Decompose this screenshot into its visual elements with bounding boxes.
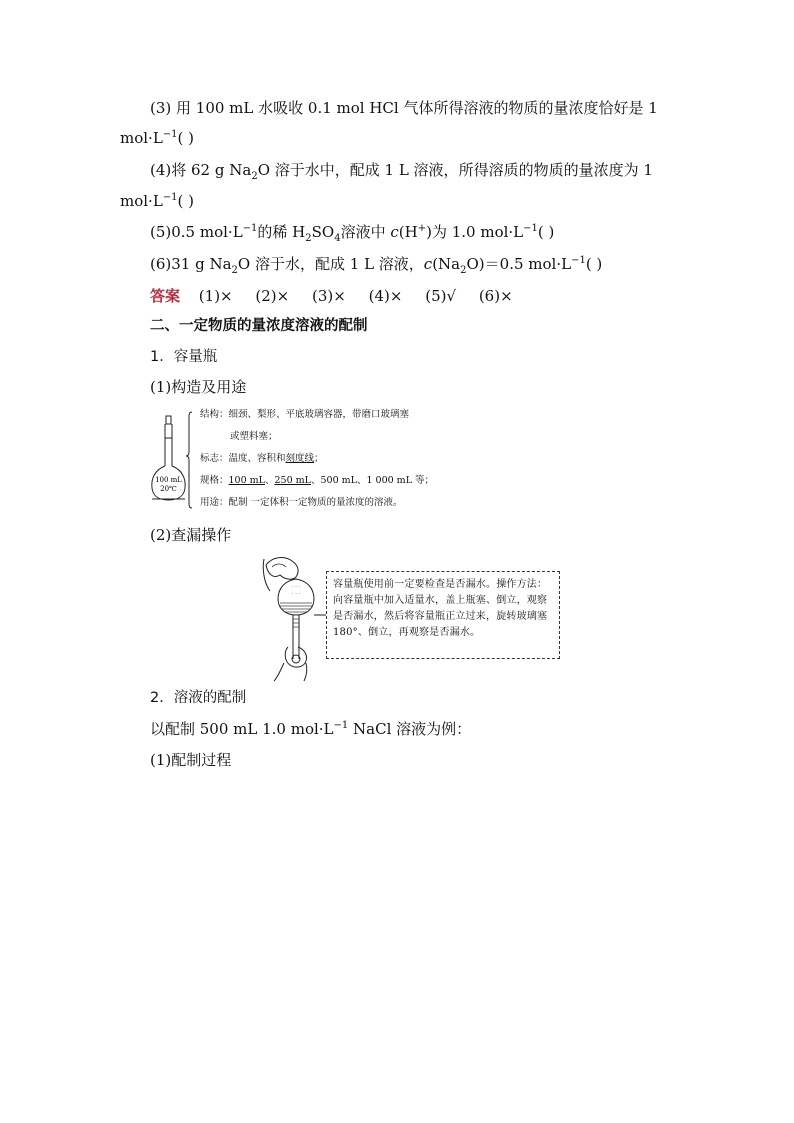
text: 标志：温度、容积和 bbox=[200, 453, 286, 464]
superscript: −1 bbox=[242, 223, 258, 234]
answer-item: (4)× bbox=[368, 287, 403, 305]
text: 的稀 H bbox=[257, 223, 306, 241]
answer-item: (3)× bbox=[312, 287, 346, 305]
text: (Na bbox=[432, 255, 461, 273]
leak-check-note bbox=[326, 571, 560, 659]
text: SO bbox=[311, 223, 335, 241]
text: 、500 mL、1 000 mL 等； bbox=[311, 475, 435, 486]
text: (H bbox=[398, 223, 418, 241]
subsection-1-2: (2)查漏操作 bbox=[150, 526, 232, 544]
subsection-heading bbox=[150, 347, 217, 367]
subsection-2-1: (1)配制过程 bbox=[150, 751, 232, 769]
subscript: 4 bbox=[334, 233, 341, 244]
flask-label-temp: 20℃ bbox=[160, 485, 177, 493]
text: 、 bbox=[265, 475, 275, 486]
variable: c bbox=[390, 223, 399, 241]
subscript: 2 bbox=[251, 171, 258, 182]
answer-blank: ( ) bbox=[177, 129, 195, 147]
question-4-text-rest: O 溶于水中，配成 1 L 溶液，所得溶质的物质的量浓度为 1 bbox=[257, 161, 653, 179]
svg-text:· · ·: · · · bbox=[292, 584, 300, 590]
answer-item: (1)× bbox=[198, 287, 233, 305]
subscript: 2 bbox=[231, 265, 238, 276]
volumetric-flask-figure bbox=[148, 404, 478, 514]
mark-text bbox=[200, 452, 324, 465]
superscript: −1 bbox=[523, 223, 538, 234]
leak-check-figure bbox=[262, 555, 564, 683]
answer-label: 答案 bbox=[150, 287, 181, 305]
text: )为 1.0 mol·L bbox=[426, 223, 524, 241]
question-5 bbox=[150, 222, 554, 242]
underlined-text: 100 mL bbox=[228, 475, 265, 486]
superscript: −1 bbox=[162, 129, 178, 140]
question-3-line1 bbox=[150, 98, 658, 118]
unit-text: mol·L bbox=[120, 192, 163, 210]
text: (5)0.5 mol·L bbox=[150, 223, 243, 241]
underlined-text: 刻度线 bbox=[285, 453, 315, 464]
flask-label-volume: 100 mL bbox=[155, 476, 182, 484]
answer-blank: ( ) bbox=[177, 192, 195, 210]
text: O 溶于水，配成 1 L 溶液， bbox=[237, 255, 424, 273]
text: (6)31 g Na bbox=[150, 255, 232, 273]
answer-line bbox=[150, 286, 531, 306]
subscript: 2 bbox=[305, 233, 312, 244]
variable: c bbox=[423, 255, 433, 273]
question-4-line2 bbox=[120, 191, 194, 211]
svg-text:· · ·: · · · bbox=[292, 591, 300, 597]
text: NaCl 溶液为例： bbox=[348, 720, 472, 738]
text: O)＝0.5 mol·L bbox=[466, 255, 572, 273]
question-3-text: (3) 用 100 mL 水吸收 0.1 mol HCl 气体所得溶液的物质的量浓度恰好是 1 bbox=[150, 99, 658, 117]
subsection-text: 1．容量瓶 bbox=[150, 349, 218, 365]
structure-text-cont: 或塑料塞； bbox=[230, 431, 278, 442]
superscript: −1 bbox=[162, 192, 178, 203]
superscript: −1 bbox=[571, 255, 586, 266]
hand-flask-illustration-icon bbox=[262, 555, 326, 683]
subsection-text: 2．溶液的配制 bbox=[150, 690, 247, 706]
use-text: 用途：配制 一定体积一定物质的量浓度的溶液。 bbox=[200, 497, 403, 508]
text: 规格： bbox=[200, 475, 229, 486]
example-line bbox=[150, 719, 471, 739]
superscript: + bbox=[417, 223, 427, 234]
text: ； bbox=[314, 453, 324, 464]
text: 以配制 500 mL 1.0 mol·L bbox=[150, 720, 334, 738]
question-3-line2 bbox=[120, 128, 194, 148]
answer-blank: ( ) bbox=[537, 223, 555, 241]
volumetric-flask-icon bbox=[148, 404, 208, 514]
subsection-1-1: (1)构造及用途 bbox=[150, 378, 247, 396]
structure-text: 结构：细颈、梨形、平底玻璃容器，带磨口玻璃塞 bbox=[200, 409, 410, 420]
underlined-text: 250 mL bbox=[274, 475, 311, 486]
spec-text bbox=[200, 474, 434, 487]
answer-blank: ( ) bbox=[585, 255, 603, 273]
question-4-text: (4)将 62 g Na bbox=[150, 161, 252, 179]
leak-check-note-text: 容量瓶使用前一定要检查是否漏水。操作方法：向容量瓶中加入适量水，盖上瓶塞、倒立，观察是否漏水，然后将容量瓶正立过来，旋转玻璃塞180°、倒立，再观察是否漏水。 bbox=[333, 579, 548, 638]
question-4-line1 bbox=[150, 160, 653, 180]
superscript: −1 bbox=[333, 720, 349, 731]
text: 溶液中 bbox=[340, 223, 391, 241]
subscript: 2 bbox=[460, 265, 467, 276]
subsection-heading-2 bbox=[150, 688, 246, 708]
answer-item: (6)× bbox=[478, 287, 513, 305]
answer-item: (5)√ bbox=[425, 287, 457, 305]
unit-text: mol·L bbox=[120, 129, 163, 147]
question-6 bbox=[150, 254, 602, 274]
answer-item: (2)× bbox=[255, 287, 290, 305]
section-heading: 二、一定物质的量浓度溶液的配制 bbox=[150, 318, 368, 334]
